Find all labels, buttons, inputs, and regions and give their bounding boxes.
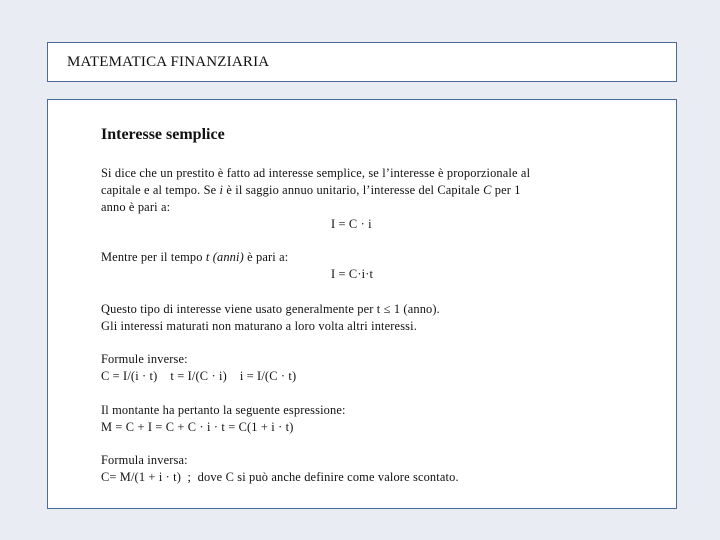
formula-interest-annual: I = C · i	[331, 217, 372, 231]
variable-c: C	[483, 183, 492, 197]
inverse-formulas: C = I/(i · t) t = I/(C · i) i = I/(C · t)	[101, 369, 297, 383]
title-box	[47, 42, 677, 82]
usage-line-1: Questo tipo di interesse viene usato generalmente per t ≤ 1 (anno).	[101, 302, 440, 316]
time-line-part-1: Mentre per il tempo	[101, 250, 206, 264]
variable-i: i	[219, 183, 224, 197]
intro-line-3: anno è pari a:	[101, 200, 171, 214]
intro-line-2	[101, 182, 521, 199]
intro-line-2-part-1: capitale e al tempo. Se	[101, 183, 220, 197]
intro-line-1: Si dice che un prestito è fatto ad interesse semplice, se l’interesse è proporzionale al	[101, 166, 531, 180]
usage-line-2: Gli interessi maturati non maturano a loro volta altri interessi.	[101, 319, 417, 333]
section-heading: Interesse semplice	[101, 126, 225, 143]
intro-line-2-part-2: è il saggio annuo unitario, l’interesse del Capitale	[223, 183, 484, 197]
time-line	[101, 249, 288, 266]
formula-interest-time: I = C·i·t	[331, 267, 374, 281]
content-box	[47, 99, 677, 509]
time-line-part-2: è pari a:	[243, 250, 289, 264]
slide-title: MATEMATICA FINANZIARIA	[67, 54, 270, 70]
inverse-label: Formule inverse:	[101, 352, 188, 366]
inversa-formula: C= M/(1 + i · t) ; dove C si può anche definire come valore scontato.	[101, 470, 459, 484]
montante-label: Il montante ha pertanto la seguente espressione:	[101, 403, 346, 417]
variable-t-anni: t (anni)	[205, 250, 244, 264]
intro-line-2-part-3: per 1	[491, 183, 521, 197]
inversa-label: Formula inversa:	[101, 453, 188, 467]
montante-formula: M = C + I = C + C · i · t = C(1 + i · t)	[101, 420, 294, 434]
